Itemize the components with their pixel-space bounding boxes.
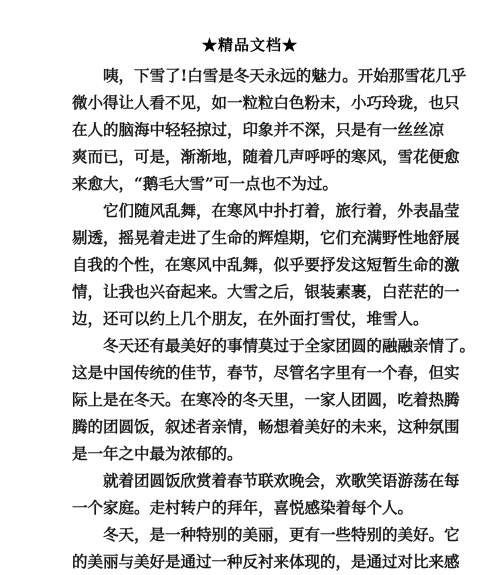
text-line: 际上是在冬天。在寒冷的冬天里，一家人团圆，吃着热腾 — [72, 390, 460, 409]
text-line: 情，让我也兴奋起来。大雪之后，银装素裹，白茫茫的一 — [72, 282, 460, 301]
text-line: 爽而已，可是，渐渐地，随着几声呼呼的寒风，雪花便愈 — [72, 147, 460, 166]
text-line: 来愈大，“鹅毛大雪”可一点也不为过。 — [72, 174, 338, 193]
paragraph — [72, 62, 467, 197]
page-header: ★精品文档★ — [201, 36, 298, 54]
text-line: 腾的团圆饭，叙述者亲情，畅想着美好的未来，这种氛围 — [72, 417, 460, 436]
text-line: 是一年之中最为浓郁的。 — [72, 444, 243, 463]
paragraph — [72, 197, 460, 332]
paragraph — [72, 332, 476, 467]
text-line: 它们随风乱舞，在寒风中扑打着，旅行着，外表晶莹 — [72, 201, 460, 220]
text-line: 咦，下雪了!白雪是冬天永远的魅力。开始那雪花几乎 — [72, 66, 467, 85]
text-line: 冬天，是一种特别的美丽，更有一些特别的美好。它 — [72, 525, 460, 544]
text-line: 的美丽与美好是通过一种反衬来体现的，是通过对比来感 — [72, 552, 460, 571]
text-line: 边，还可以约上几个朋友，在外面打雪仗，堆雪人。 — [72, 309, 429, 328]
text-line: 这是中国传统的佳节，春节，尽管名字里有一个春，但实 — [72, 363, 460, 382]
text-line: 在人的脑海中轻轻掠过，印象并不深，只是有一丝丝凉 — [72, 120, 445, 139]
paragraph — [72, 467, 460, 521]
text-line: 自我的个性，在寒风中乱舞，似乎要抒发这短暂生命的激 — [72, 255, 460, 274]
paragraph — [72, 521, 460, 575]
text-line: 微小得让人看不见，如一粒粒白色粉末，小巧玲珑，也只 — [72, 93, 460, 112]
text-line: 剔透，摇晃着走进了生命的辉煌期，它们充满野性地舒展 — [72, 228, 460, 247]
text-line: 冬天还有最美好的事情莫过于全家团圆的融融亲情了。 — [72, 336, 476, 355]
text-line: 一个家庭。走村转户的拜年，喜悦感染着每个人。 — [72, 498, 414, 517]
text-line: 就着团圆饭欣赏着春节联欢晚会，欢歌笑语游荡在每 — [72, 471, 460, 490]
document-body — [72, 62, 476, 575]
